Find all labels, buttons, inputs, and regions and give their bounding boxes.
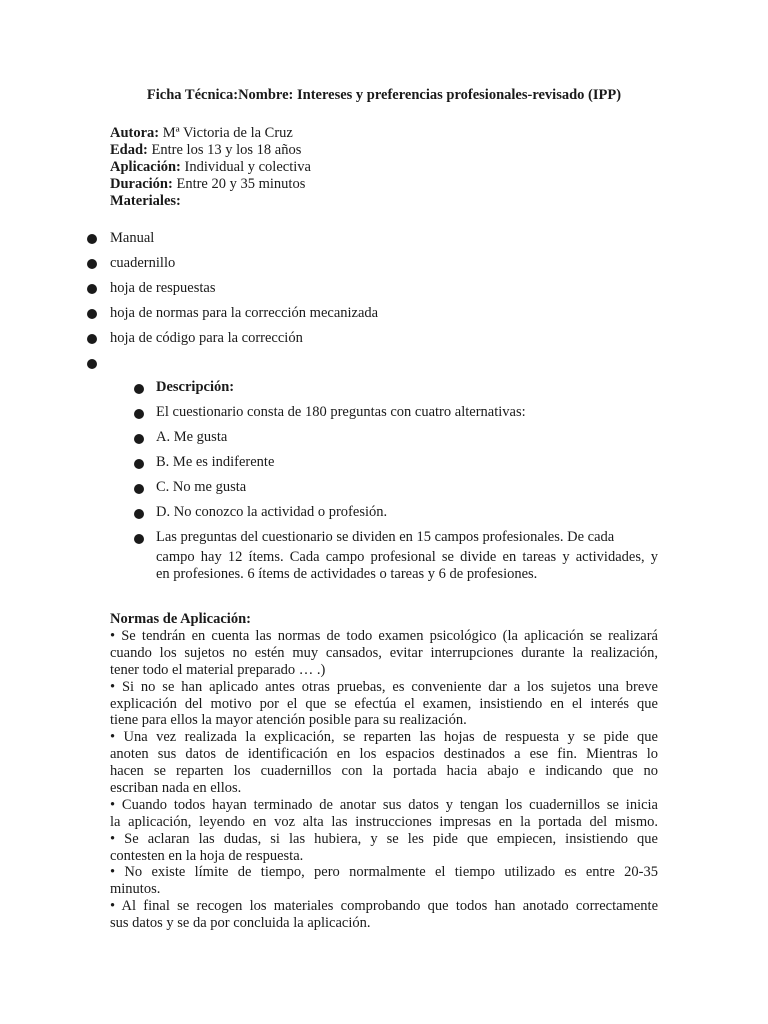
normas-line: tiene para ellos la mayor atención posible para su realización. (110, 712, 467, 729)
autora-value: Mª Victoria de la Cruz (159, 125, 293, 141)
bullet-icon (87, 334, 97, 344)
normas-line: • Cuando todos hayan terminado de anotar sus datos y tengan los cuadernillos se inicia (110, 796, 658, 813)
list-item (0, 280, 768, 305)
bullet-icon (134, 484, 144, 494)
bullet-icon (134, 534, 144, 544)
list-item-text: Manual (110, 230, 155, 246)
list-item-text: A. Me gusta (156, 429, 228, 445)
descripcion-list (0, 379, 768, 589)
bullet-icon (134, 409, 144, 419)
list-item (0, 529, 768, 589)
list-item (0, 305, 768, 330)
edad-label: Edad: (110, 142, 148, 158)
descripcion-paragraph (156, 529, 658, 583)
list-item-text: hoja de respuestas (110, 280, 216, 296)
list-item (0, 479, 768, 504)
normas-line: • Al final se recogen los materiales comprobando que todos han anotado correctamente (110, 898, 658, 915)
duracion-row (110, 176, 670, 193)
list-item (0, 504, 768, 529)
normas-section (110, 611, 658, 932)
normas-line: • Si no se han aplicado antes otras pruebas, es conveniente dar a los sujetos una breve (110, 678, 658, 695)
list-item-text: hoja de normas para la corrección mecanizada (110, 305, 379, 321)
bullet-icon (87, 234, 97, 244)
bullet-icon (87, 309, 97, 319)
paragraph-line: Las preguntas del cuestionario se dividen en 15 campos profesionales. De cada (156, 529, 615, 545)
materiales-list (0, 230, 768, 380)
aplicacion-row (110, 159, 670, 176)
autora-row (110, 125, 670, 142)
normas-line: contesten en la hoja de respuesta. (110, 847, 304, 864)
normas-line: hacen se reparten los cuadernillos con la portada hacia abajo e indicando que no (110, 763, 658, 780)
duracion-value: Entre 20 y 35 minutos (172, 176, 306, 192)
normas-line: cuando los sujetos no estén muy cansados, evitar interrupciones durante la realización, (110, 644, 658, 661)
normas-line: la aplicación, leyendo en voz alta las instrucciones impresas en la portada del mismo. (110, 813, 658, 830)
list-item (0, 230, 768, 255)
normas-line: anoten sus datos de identificación en los espacios destinados a ese fin. Mientras lo (110, 746, 658, 763)
list-item-text: hoja de código para la corrección (110, 330, 303, 346)
list-item (0, 379, 768, 404)
list-item (0, 454, 768, 479)
ficha-meta (110, 125, 670, 210)
bullet-icon (87, 259, 97, 269)
normas-line: escriban nada en ellos. (110, 780, 242, 797)
bullet-icon (134, 459, 144, 469)
bullet-icon (134, 384, 144, 394)
paragraph-line: campo hay 12 ítems. Cada campo profesional se divide en tareas y actividades, y (156, 549, 658, 565)
bullet-icon (134, 434, 144, 444)
normas-line: explicación del motivo por el que se efectúa el examen, insistiendo en el interés que (110, 695, 658, 712)
normas-line: • No existe límite de tiempo, pero normalmente el tiempo utilizado es entre 20-35 (110, 864, 658, 881)
normas-line: minutos. (110, 881, 161, 898)
bullet-icon (87, 284, 97, 294)
aplicacion-value: Individual y colectiva (180, 159, 311, 175)
list-item (0, 330, 768, 355)
edad-row (110, 142, 670, 159)
autora-label: Autora: (110, 125, 160, 141)
materiales-label: Materiales: (110, 193, 181, 209)
materiales-row (110, 193, 670, 210)
edad-value: Entre los 13 y los 18 años (147, 142, 302, 158)
descripcion-heading: Descripción: (156, 379, 235, 395)
list-item-text: C. No me gusta (156, 479, 247, 495)
list-item-text: B. Me es indiferente (156, 454, 275, 470)
bullet-icon (87, 359, 97, 369)
bullet-icon (134, 509, 144, 519)
list-item (0, 355, 768, 380)
normas-line: sus datos y se da por concluida la aplicación. (110, 915, 371, 932)
paragraph-line: en profesiones. 6 ítems de actividades o tareas y 6 de profesiones. (156, 566, 538, 582)
normas-line: • Una vez realizada la explicación, se reparten las hojas de respuesta y se pide que (110, 729, 658, 746)
list-item (0, 404, 768, 429)
normas-line: • Se aclaran las dudas, si las hubiera, y se les pide que empiecen, insistiendo que (110, 830, 658, 847)
list-item-text: cuadernillo (110, 255, 176, 271)
aplicacion-label: Aplicación: (110, 159, 181, 175)
normas-line: tener todo el material preparado … .) (110, 661, 326, 678)
normas-heading: Normas de Aplicación: (110, 611, 251, 627)
duracion-label: Duración: (110, 176, 173, 192)
list-item (0, 429, 768, 454)
list-item (0, 255, 768, 280)
document-title: Ficha Técnica:Nombre: Intereses y preferencias profesionales-revisado (IPP) (146, 87, 622, 103)
list-item-text: El cuestionario consta de 180 preguntas con cuatro alternativas: (156, 404, 526, 420)
list-item-text: D. No conozco la actividad o profesión. (156, 504, 388, 520)
normas-line: • Se tendrán en cuenta las normas de todo examen psicológico (la aplicación se realizará (110, 628, 658, 644)
